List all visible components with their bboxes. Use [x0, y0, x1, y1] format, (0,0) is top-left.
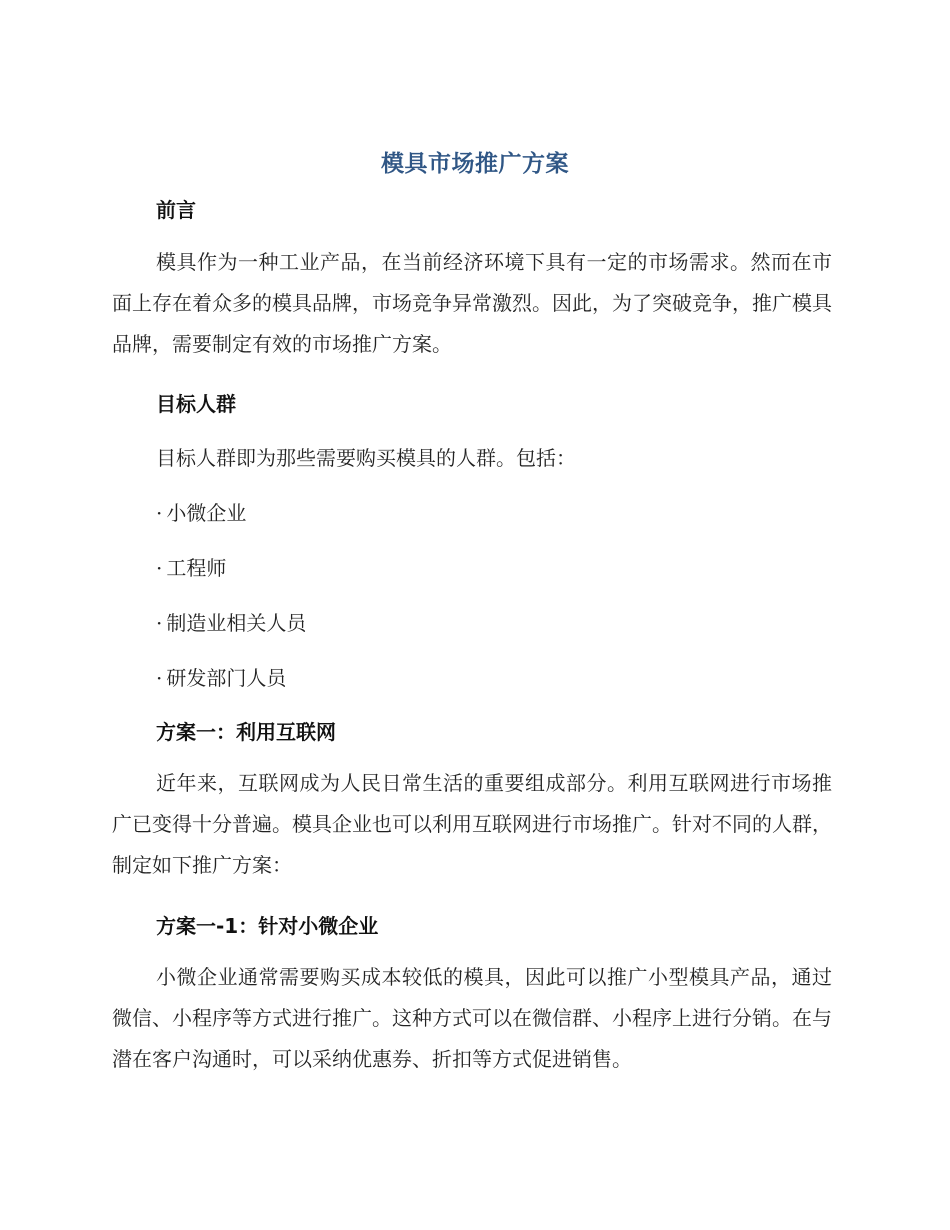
bullet-mark: · — [156, 556, 163, 580]
section-heading-plan1-1: 方案一-1：针对小微企业 — [156, 914, 379, 938]
list-item — [156, 607, 306, 636]
section-heading-target: 目标人群 — [156, 392, 236, 416]
list-item-label: 研发部门人员 — [166, 666, 287, 690]
list-item-label: 小微企业 — [166, 501, 247, 525]
section-heading-plan1: 方案一：利用互联网 — [156, 720, 336, 744]
document-title: 模具市场推广方案 — [381, 151, 569, 177]
list-item-label: 工程师 — [166, 556, 227, 580]
bullet-mark: · — [156, 611, 163, 635]
target-intro: 目标人群即为那些需要购买模具的人群。包括： — [156, 446, 576, 470]
bullet-mark: · — [156, 501, 163, 525]
preface-paragraph: 模具作为一种工业产品，在当前经济环境下具有一定的市场需求。然而在市面上存在着众多的模具品牌，市场竞争异常激烈。因此，为了突破竞争，推广模具品牌，需要制定有效的市场推广方案。 — [112, 250, 832, 356]
plan1-1-paragraph: 小微企业通常需要购买成本较低的模具，因此可以推广小型模具产品，通过微信、小程序等方式进行推广。这种方式可以在微信群、小程序上进行分销。在与潜在客户沟通时，可以采纳优惠券、折扣等方式促进销售。 — [112, 965, 832, 1071]
bullet-mark: · — [156, 666, 163, 690]
section-heading-preface: 前言 — [156, 198, 196, 222]
list-item — [156, 497, 246, 526]
plan1-paragraph: 近年来，互联网成为人民日常生活的重要组成部分。利用互联网进行市场推广已变得十分普遍。模具企业也可以利用互联网进行市场推广。针对不同的人群，制定如下推广方案： — [112, 771, 832, 877]
list-item — [156, 662, 286, 691]
list-item-label: 制造业相关人员 — [166, 611, 307, 635]
list-item — [156, 552, 226, 581]
